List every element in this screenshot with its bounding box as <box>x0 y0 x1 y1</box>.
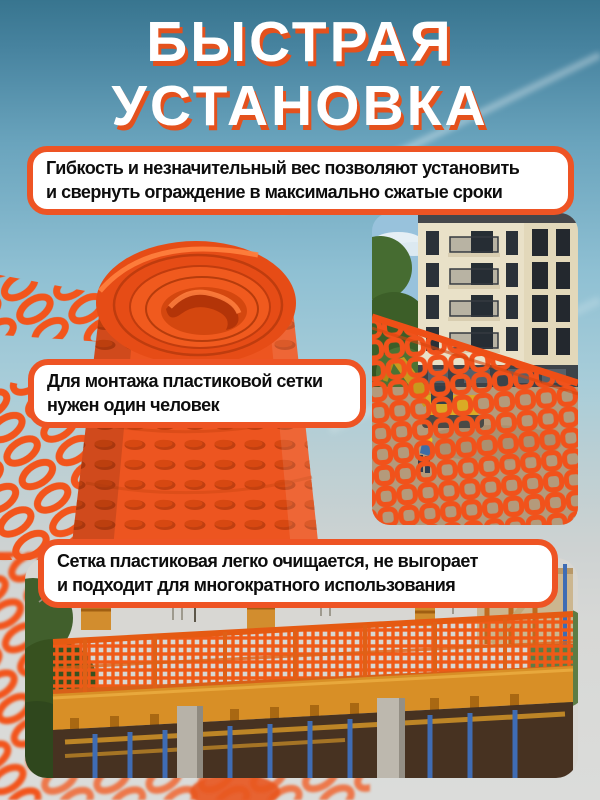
callout-reusable <box>38 539 558 608</box>
callout-reusable-line1: Сетка пластиковая легко очищается, не выгорает <box>57 551 478 571</box>
page-title <box>0 10 600 138</box>
roll-coil-top <box>96 241 296 365</box>
page-title-line2: УСТАНОВКА <box>111 74 489 138</box>
callout-one-person-line2: нужен один человек <box>47 394 220 415</box>
callout-flexibility-line2: и свернуть ограждение в максимально сжатые сроки <box>46 181 503 202</box>
callout-one-person <box>28 359 366 428</box>
callout-flexibility-line1: Гибкость и незначительный вес позволяют установить <box>46 158 520 178</box>
callout-flexibility <box>27 146 574 215</box>
building-fence-illustration <box>372 213 578 525</box>
callout-one-person-line1: Для монтажа пластиковой сетки <box>47 371 323 391</box>
building-fence-photo <box>372 213 578 525</box>
page-title-line1: БЫСТРАЯ <box>146 10 454 74</box>
callout-reusable-line2: и подходит для многократного использования <box>57 574 456 595</box>
